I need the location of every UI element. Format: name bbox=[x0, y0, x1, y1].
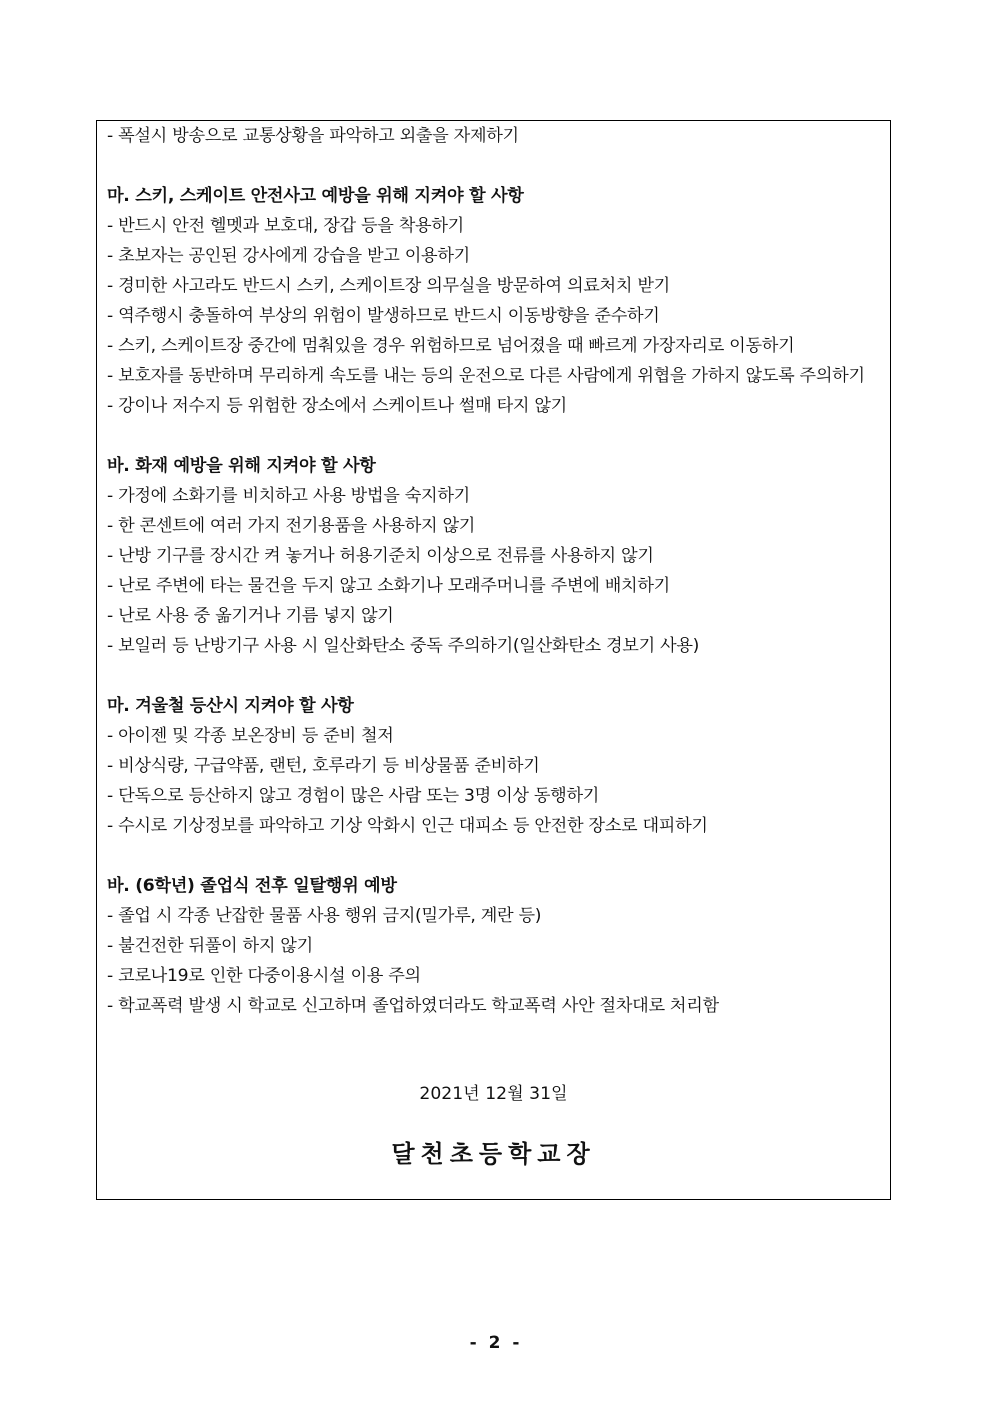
document-frame bbox=[96, 120, 891, 1200]
list-item: - 난방 기구를 장시간 켜 놓거나 허용기준치 이상으로 전류를 사용하지 않기 bbox=[107, 546, 654, 566]
list-item: - 한 콘센트에 여러 가지 전기용품을 사용하지 않기 bbox=[107, 516, 476, 536]
section-gap bbox=[107, 841, 882, 871]
list-item: - 반드시 안전 헬멧과 보호대, 장갑 등을 착용하기 bbox=[107, 216, 464, 236]
list-item: - 코로나19로 인한 다중이용시설 이용 주의 bbox=[107, 966, 421, 986]
list-item: - 역주행시 충돌하여 부상의 위험이 발생하므로 반드시 이동방향을 준수하기 bbox=[107, 306, 660, 326]
list-item: - 졸업 시 각종 난잡한 물품 사용 행위 금지(밀가루, 계란 등) bbox=[107, 906, 542, 926]
section-gap bbox=[107, 151, 882, 181]
list-item: - 보호자를 동반하며 무리하게 속도를 내는 등의 운전으로 다른 사람에게 위협을 가하지 않도록 주의하기 bbox=[107, 366, 865, 386]
section-heading: 마. 겨울철 등산시 지켜야 할 사항 bbox=[107, 696, 354, 716]
list-item: - 비상식량, 구급약품, 랜턴, 호루라기 등 비상물품 준비하기 bbox=[107, 756, 540, 776]
principal-signature: 달천초등학교장 bbox=[391, 1140, 596, 1168]
page-number: - 2 - bbox=[469, 1333, 523, 1353]
list-item: - 난로 주변에 타는 물건을 두지 않고 소화기나 모래주머니를 주변에 배치하기 bbox=[107, 576, 670, 596]
list-item: - 불건전한 뒤풀이 하지 않기 bbox=[107, 936, 313, 956]
list-item: - 수시로 기상정보를 파악하고 기상 악화시 인근 대피소 등 안전한 장소로 대피하기 bbox=[107, 816, 708, 836]
issue-date: 2021년 12월 31일 bbox=[419, 1084, 568, 1104]
list-item: - 초보자는 공인된 강사에게 강습을 받고 이용하기 bbox=[107, 246, 470, 266]
section-heading: 바. 화재 예방을 위해 지켜야 할 사항 bbox=[107, 456, 376, 476]
section-heading: 바. (6학년) 졸업식 전후 일탈행위 예방 bbox=[107, 876, 397, 896]
list-item: - 경미한 사고라도 반드시 스키, 스케이트장 의무실을 방문하여 의료처치 받기 bbox=[107, 276, 670, 296]
intro-line: - 폭설시 방송으로 교통상황을 파악하고 외출을 자제하기 bbox=[107, 126, 519, 146]
list-item: - 단독으로 등산하지 않고 경험이 많은 사람 또는 3명 이상 동행하기 bbox=[107, 786, 600, 806]
list-item: - 보일러 등 난방기구 사용 시 일산화탄소 중독 주의하기(일산화탄소 경보기 사용) bbox=[107, 636, 700, 656]
list-item: - 아이젠 및 각종 보온장비 등 준비 철저 bbox=[107, 726, 394, 746]
list-item: - 가정에 소화기를 비치하고 사용 방법을 숙지하기 bbox=[107, 486, 470, 506]
list-item: - 난로 사용 중 옮기거나 기름 넣지 않기 bbox=[107, 606, 394, 626]
document-content bbox=[107, 121, 882, 1021]
section-heading: 마. 스키, 스케이트 안전사고 예방을 위해 지켜야 할 사항 bbox=[107, 186, 524, 206]
section-gap bbox=[107, 421, 882, 451]
list-item: - 스키, 스케이트장 중간에 멈춰있을 경우 위험하므로 넘어졌을 때 빠르게 가장자리로 이동하기 bbox=[107, 336, 795, 356]
list-item: - 학교폭력 발생 시 학교로 신고하며 졸업하였더라도 학교폭력 사안 절차대로 처리함 bbox=[107, 996, 719, 1016]
section-gap bbox=[107, 661, 882, 691]
list-item: - 강이나 저수지 등 위험한 장소에서 스케이트나 썰매 타지 않기 bbox=[107, 396, 567, 416]
